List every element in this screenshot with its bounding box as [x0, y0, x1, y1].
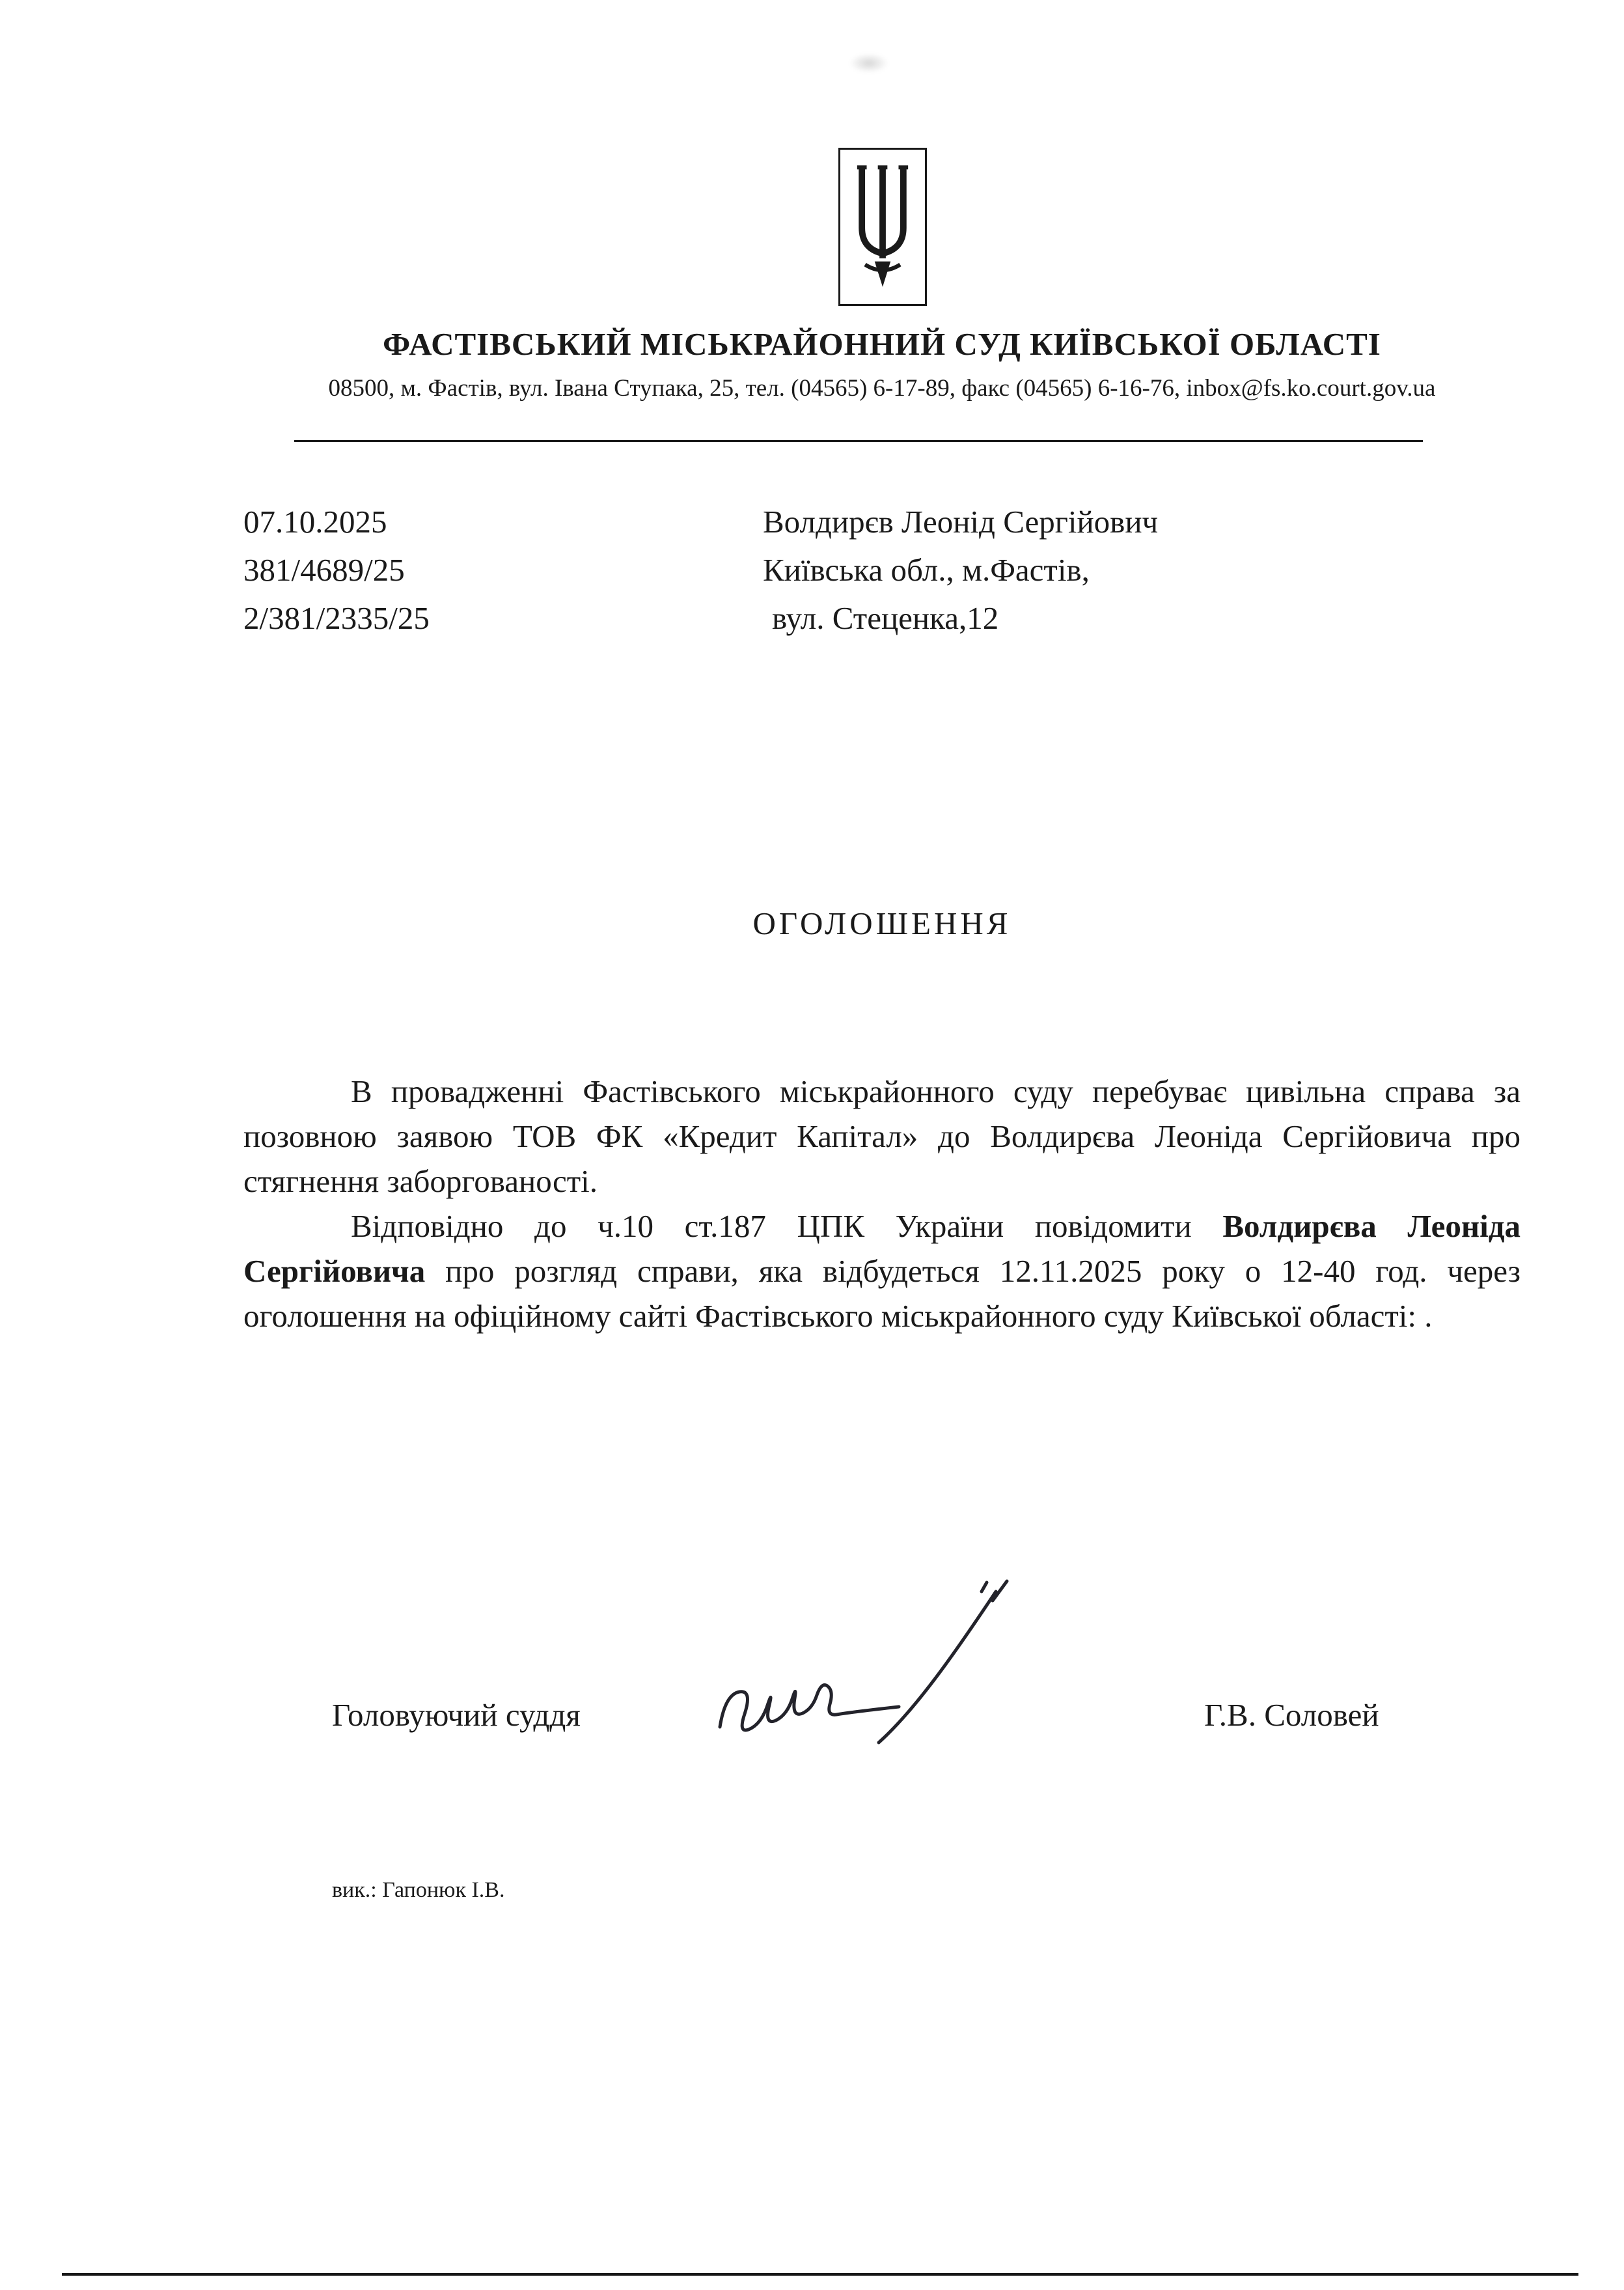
body-paragraph-1: В провадженні Фастівського міськрайонного суду перебуває цивільна справа за позовною заявою ТОВ ФК «Кредит Капітал» до Волдирєва Леоніда Сергійовича про стягнення заборгованості.	[243, 1073, 1521, 1199]
reference-block	[243, 498, 430, 642]
recipient-block	[763, 498, 1158, 642]
recipient-address-line1: Київська обл., м.Фастів,	[763, 552, 1090, 588]
paragraph-2-recipient-bold: Волдирєва Леоніда Сергійовича	[243, 1208, 1521, 1289]
scan-edge-line	[62, 2273, 1578, 2276]
proceeding-number: 2/381/2335/25	[243, 600, 430, 636]
court-address: 08500, м. Фастів, вул. Івана Ступака, 25, тел. (04565) 6-17-89, факс (04565) 6-16-76, inbox@fs.ko.court.gov.ua	[328, 375, 1436, 402]
paragraph-2-suffix: про розгляд справи, яка відбудеться 12.11.2025 року о 12-40 год. через оголошення на офіційному сайті Фастівського міськрайонного суду Київської області: .	[243, 1253, 1521, 1334]
document-body	[243, 1069, 1521, 1338]
executor-note: вик.: Гапонюк І.В.	[332, 1878, 505, 1902]
document-title: ОГОЛОШЕННЯ	[752, 905, 1012, 941]
paragraph-2-prefix: Відповідно до ч.10 ст.187 ЦПК України повідомити	[351, 1208, 1223, 1244]
court-name: ФАСТІВСЬКИЙ МІСЬКРАЙОННИЙ СУД КИЇВСЬКОЇ ОБЛАСТІ	[383, 326, 1381, 362]
judge-signature-ink	[702, 1572, 1070, 1775]
case-number: 381/4689/25	[243, 552, 405, 588]
recipient-name: Волдирєв Леонід Сергійович	[763, 504, 1159, 540]
coat-of-arms-box	[838, 148, 927, 306]
judge-role-label: Головуючий суддя	[332, 1697, 581, 1733]
ukraine-trident-icon	[850, 159, 915, 295]
scan-smudge	[849, 53, 888, 73]
letter-date: 07.10.2025	[243, 504, 387, 540]
header-divider	[294, 440, 1423, 442]
judge-name: Г.В. Соловей	[1204, 1697, 1379, 1733]
body-paragraph-2	[243, 1204, 1521, 1338]
recipient-address-line2: вул. Стеценка,12	[772, 600, 999, 636]
